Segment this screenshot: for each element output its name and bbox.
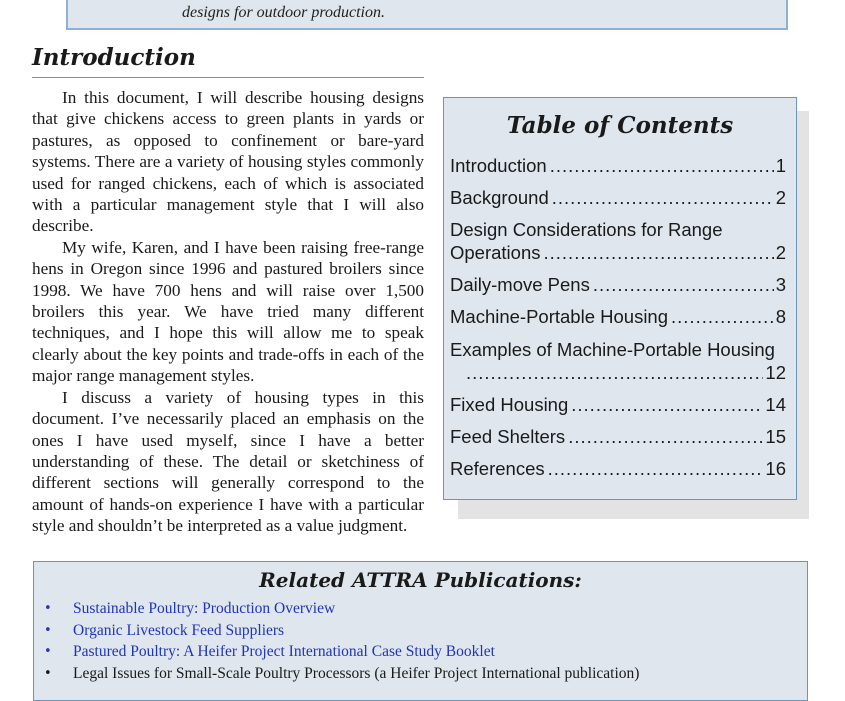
toc-page: 8 [775, 306, 786, 327]
publication-link[interactable]: Sustainable Poultry: Production Overview [73, 600, 336, 617]
toc-label: Design Considerations for Range [450, 219, 723, 240]
bullet-icon: • [44, 665, 52, 681]
list-item [44, 663, 639, 685]
toc-page: 16 [765, 458, 786, 479]
list-item [44, 641, 639, 663]
toc-entry-daily-move-pens[interactable] [450, 273, 786, 296]
toc-leader [593, 273, 774, 296]
toc-leader [571, 393, 763, 416]
toc-label: Feed Shelters [450, 426, 566, 447]
toc-page: 14 [765, 394, 786, 415]
bullet-icon: • [44, 622, 52, 638]
toc-entry-background[interactable] [450, 186, 786, 209]
intro-body [32, 87, 424, 537]
toc-entry-introduction[interactable] [450, 154, 786, 177]
toc-leader [548, 457, 764, 480]
toc-page: 2 [775, 187, 786, 208]
related-title: Related ATTRA Publications: [259, 568, 582, 592]
toc-label: Machine-Portable Housing [450, 306, 669, 327]
list-item [44, 598, 639, 620]
bullet-icon: • [44, 644, 52, 659]
toc-leader [552, 186, 774, 209]
paragraph: My wife, Karen, and I have been raising free-range hens in Oregon since 1996 and pastured broilers since 1998. We have 700 hens and will raise over 1,500 broilers this year. We have tried many different techniques, and I hope this will allow me to speak clearly about the key points and trade-offs in each of the major range management styles. [32, 237, 424, 386]
toc-page: 12 [765, 362, 786, 383]
toc-label: Examples of Machine-Portable Housing [450, 339, 775, 360]
paragraph: In this document, I will describe housing designs that give chickens access to green plants in yards or pastures, as opposed to confinement or bare-yard systems. There are a variety of housing styles commonly used for ranged chickens, each of which is associated with a particular management style that I will also describe. [32, 88, 424, 236]
toc-label: References [450, 458, 545, 479]
toc-leader [466, 361, 763, 384]
toc-leader [671, 305, 774, 328]
toc-label-cont: Operations [450, 242, 541, 263]
paragraph: I discuss a variety of housing types in this document. I’ve necessarily placed an emphasis on the ones I have used myself, since I have a better understanding of these. The detail or sketchiness of different sections will generally correspond to the amount of hands-on experience I have with a particular style and shouldn’t be interpreted as a value judgment. [32, 387, 424, 536]
related-publications-box [33, 561, 808, 701]
toc-entry-design-considerations[interactable] [450, 218, 786, 264]
toc-leader [568, 425, 763, 448]
toc-entry-fixed-housing[interactable] [450, 393, 786, 416]
section-rule [32, 77, 424, 78]
toc-page: 3 [775, 274, 786, 295]
publication-link[interactable]: Organic Livestock Feed Suppliers [73, 621, 285, 639]
toc-page: 1 [775, 155, 786, 176]
toc-leader [550, 154, 774, 177]
summary-box [66, 0, 788, 30]
summary-text: designs for outdoor production. [182, 4, 385, 21]
table-of-contents [443, 97, 797, 500]
toc-entry-feed-shelters[interactable] [450, 425, 786, 448]
bullet-icon: • [44, 601, 52, 616]
toc-label: Introduction [450, 155, 547, 176]
toc-entry-references[interactable] [450, 457, 786, 480]
section-title: Introduction [32, 44, 196, 71]
toc-label: Daily-move Pens [450, 274, 590, 295]
toc-leader [544, 241, 774, 264]
toc-label: Fixed Housing [450, 394, 569, 415]
toc-entry-machine-portable[interactable] [450, 305, 786, 328]
toc-label: Background [450, 187, 549, 208]
list-item [44, 620, 639, 642]
toc-page: 2 [775, 242, 786, 263]
publication-link[interactable]: Pastured Poultry: A Heifer Project International Case Study Booklet [73, 643, 495, 660]
toc-entry-examples[interactable] [450, 338, 786, 384]
toc-title: Table of Contents [506, 112, 734, 139]
related-list [44, 598, 639, 684]
toc-page: 15 [765, 426, 786, 447]
publication-text: Legal Issues for Small-Scale Poultry Processors (a Heifer Project International publication) [73, 664, 640, 682]
